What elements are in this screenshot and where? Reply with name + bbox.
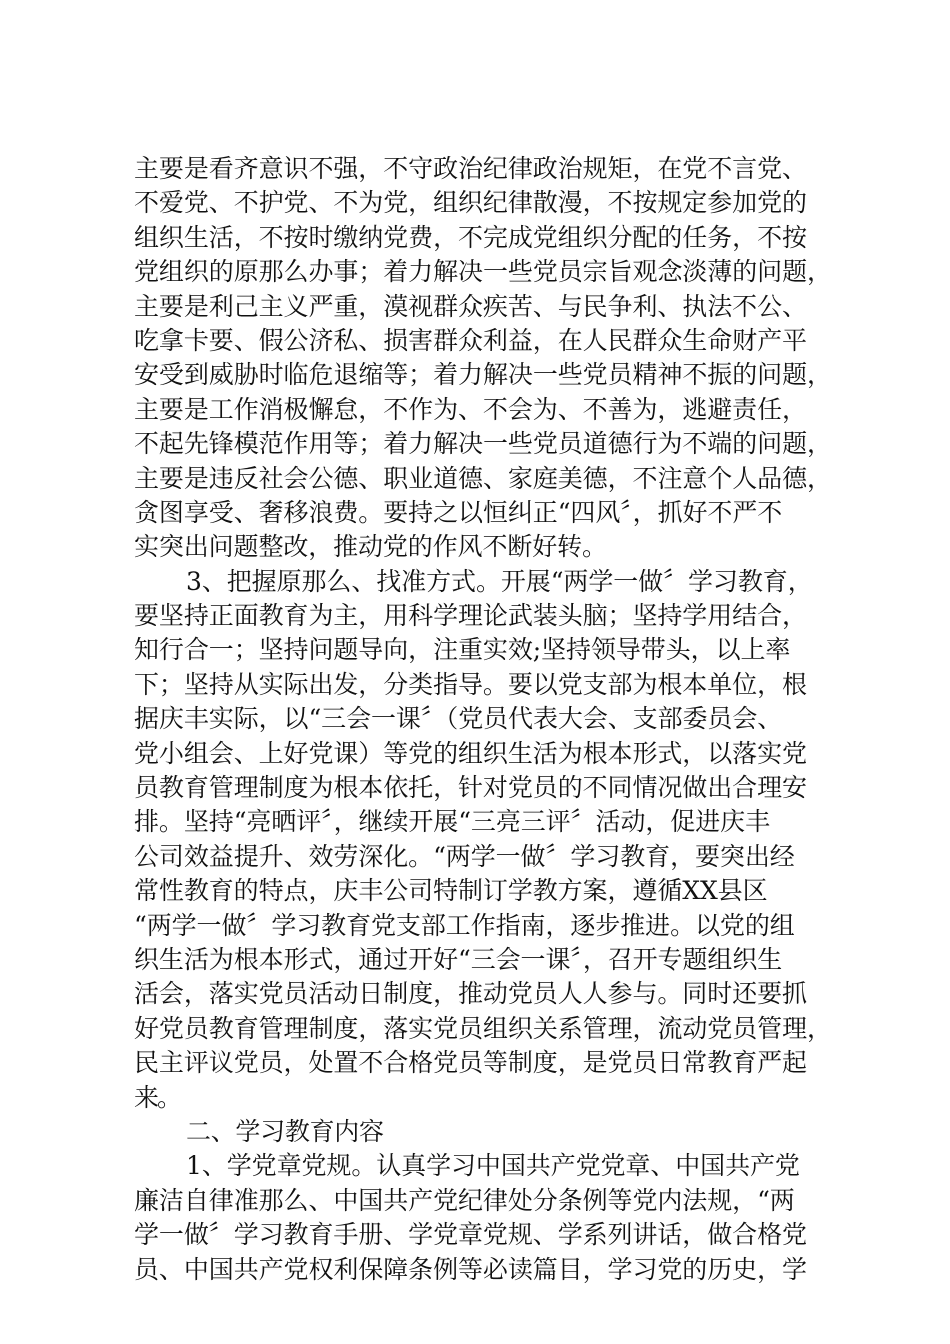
text-line: 主要是工作消极懈怠，不作为、不会为、不善为，逃避责任， [134, 394, 807, 424]
text-line: 好党员教育管理制度，落实党员组织关系管理，流动党员管理， [134, 1013, 832, 1043]
text-line: 实突出问题整改，推动党的作风不断好转。 [134, 532, 607, 562]
text-line: 主要是违反社会公德、职业道德、家庭美德，不注意个人品德， [134, 463, 832, 493]
text-line: 来。 [134, 1082, 181, 1112]
text-line: 吃拿卡要、假公济私、损害群众利益，在人民群众生命财产平 [134, 325, 807, 355]
text-line: 廉洁自律准那么、中国共产党纪律处分条例等党内法规，“两 [134, 1185, 795, 1215]
text-line: 活会，落实党员活动日制度，推动党员人人参与。同时还要抓 [134, 979, 807, 1009]
text-line: 知行合一；坚持问题导向，注重实效;坚持领导带头，以上率 [134, 635, 791, 665]
text-line: 常性教育的特点，庆丰公司特制订学教方案，遵循XX县区 [134, 876, 768, 906]
text-line: 排。坚持“亮晒评〞，继续开展“三亮三评〞活动，促进庆丰 [134, 807, 770, 837]
text-line: 民主评议党员，处置不合格党员等制度，是党员日常教育严起 [134, 1048, 807, 1078]
text-line: 学一做〞学习教育手册、学党章党规、学系列讲话，做合格党 [134, 1220, 807, 1250]
text-line: 据庆丰实际，以“三会一课〞（党员代表大会、支部委员会、 [134, 704, 783, 734]
text-line: 安受到威胁时临危退缩等；着力解决一些党员精神不振的问题， [134, 360, 832, 390]
text-line: “两学一做〞学习教育党支部工作指南，逐步推进。以党的组 [134, 910, 795, 940]
text-line: 不爱党、不护党、不为党，组织纪律散漫，不按规定参加党的 [134, 188, 807, 218]
text-line: 组织生活，不按时缴纳党费，不完成党组织分配的任务，不按 [134, 222, 807, 252]
text-line: 要坚持正面教育为主，用科学理论武装头脑；坚持学用结合， [134, 601, 807, 631]
text-line: 党组织的原那么办事；着力解决一些党员宗旨观念淡薄的问题， [134, 257, 832, 287]
text-line: 织生活为根本形式，通过开好“三会一课〞，召开专题组织生 [134, 944, 783, 974]
text-line: 员、中国共产党权利保障条例等必读篇目，学习党的历史，学 [134, 1254, 807, 1284]
text-line: 不起先锋模范作用等；着力解决一些党员道德行为不端的问题， [134, 429, 832, 459]
text-line: 公司效益提升、效劳深化。“两学一做〞学习教育，要突出经 [134, 841, 795, 871]
text-line: 下；坚持从实际出发，分类指导。要以党支部为根本单位，根 [134, 669, 807, 699]
text-line: 党小组会、上好党课）等党的组织生活为根本形式，以落实党 [134, 738, 807, 768]
text-line: 贪图享受、奢移浪费。要持之以恒纠正“四风〞，抓好不严不 [134, 497, 783, 527]
text-line: 二、学习教育内容 [186, 1116, 384, 1146]
text-line: 1、学党章党规。认真学习中国共产党党章、中国共产党 [186, 1151, 800, 1181]
text-line: 员教育管理制度为根本依托，针对党员的不同情况做出合理安 [134, 773, 807, 803]
document-body [134, 152, 854, 1287]
text-line: 主要是利己主义严重，漠视群众疾苦、与民争利、执法不公、 [134, 291, 807, 321]
text-line: 主要是看齐意识不强，不守政治纪律政治规矩，在党不言党、 [134, 154, 807, 183]
text-line: 3、把握原那么、找准方式。开展“两学一做〞学习教育， [186, 566, 813, 596]
